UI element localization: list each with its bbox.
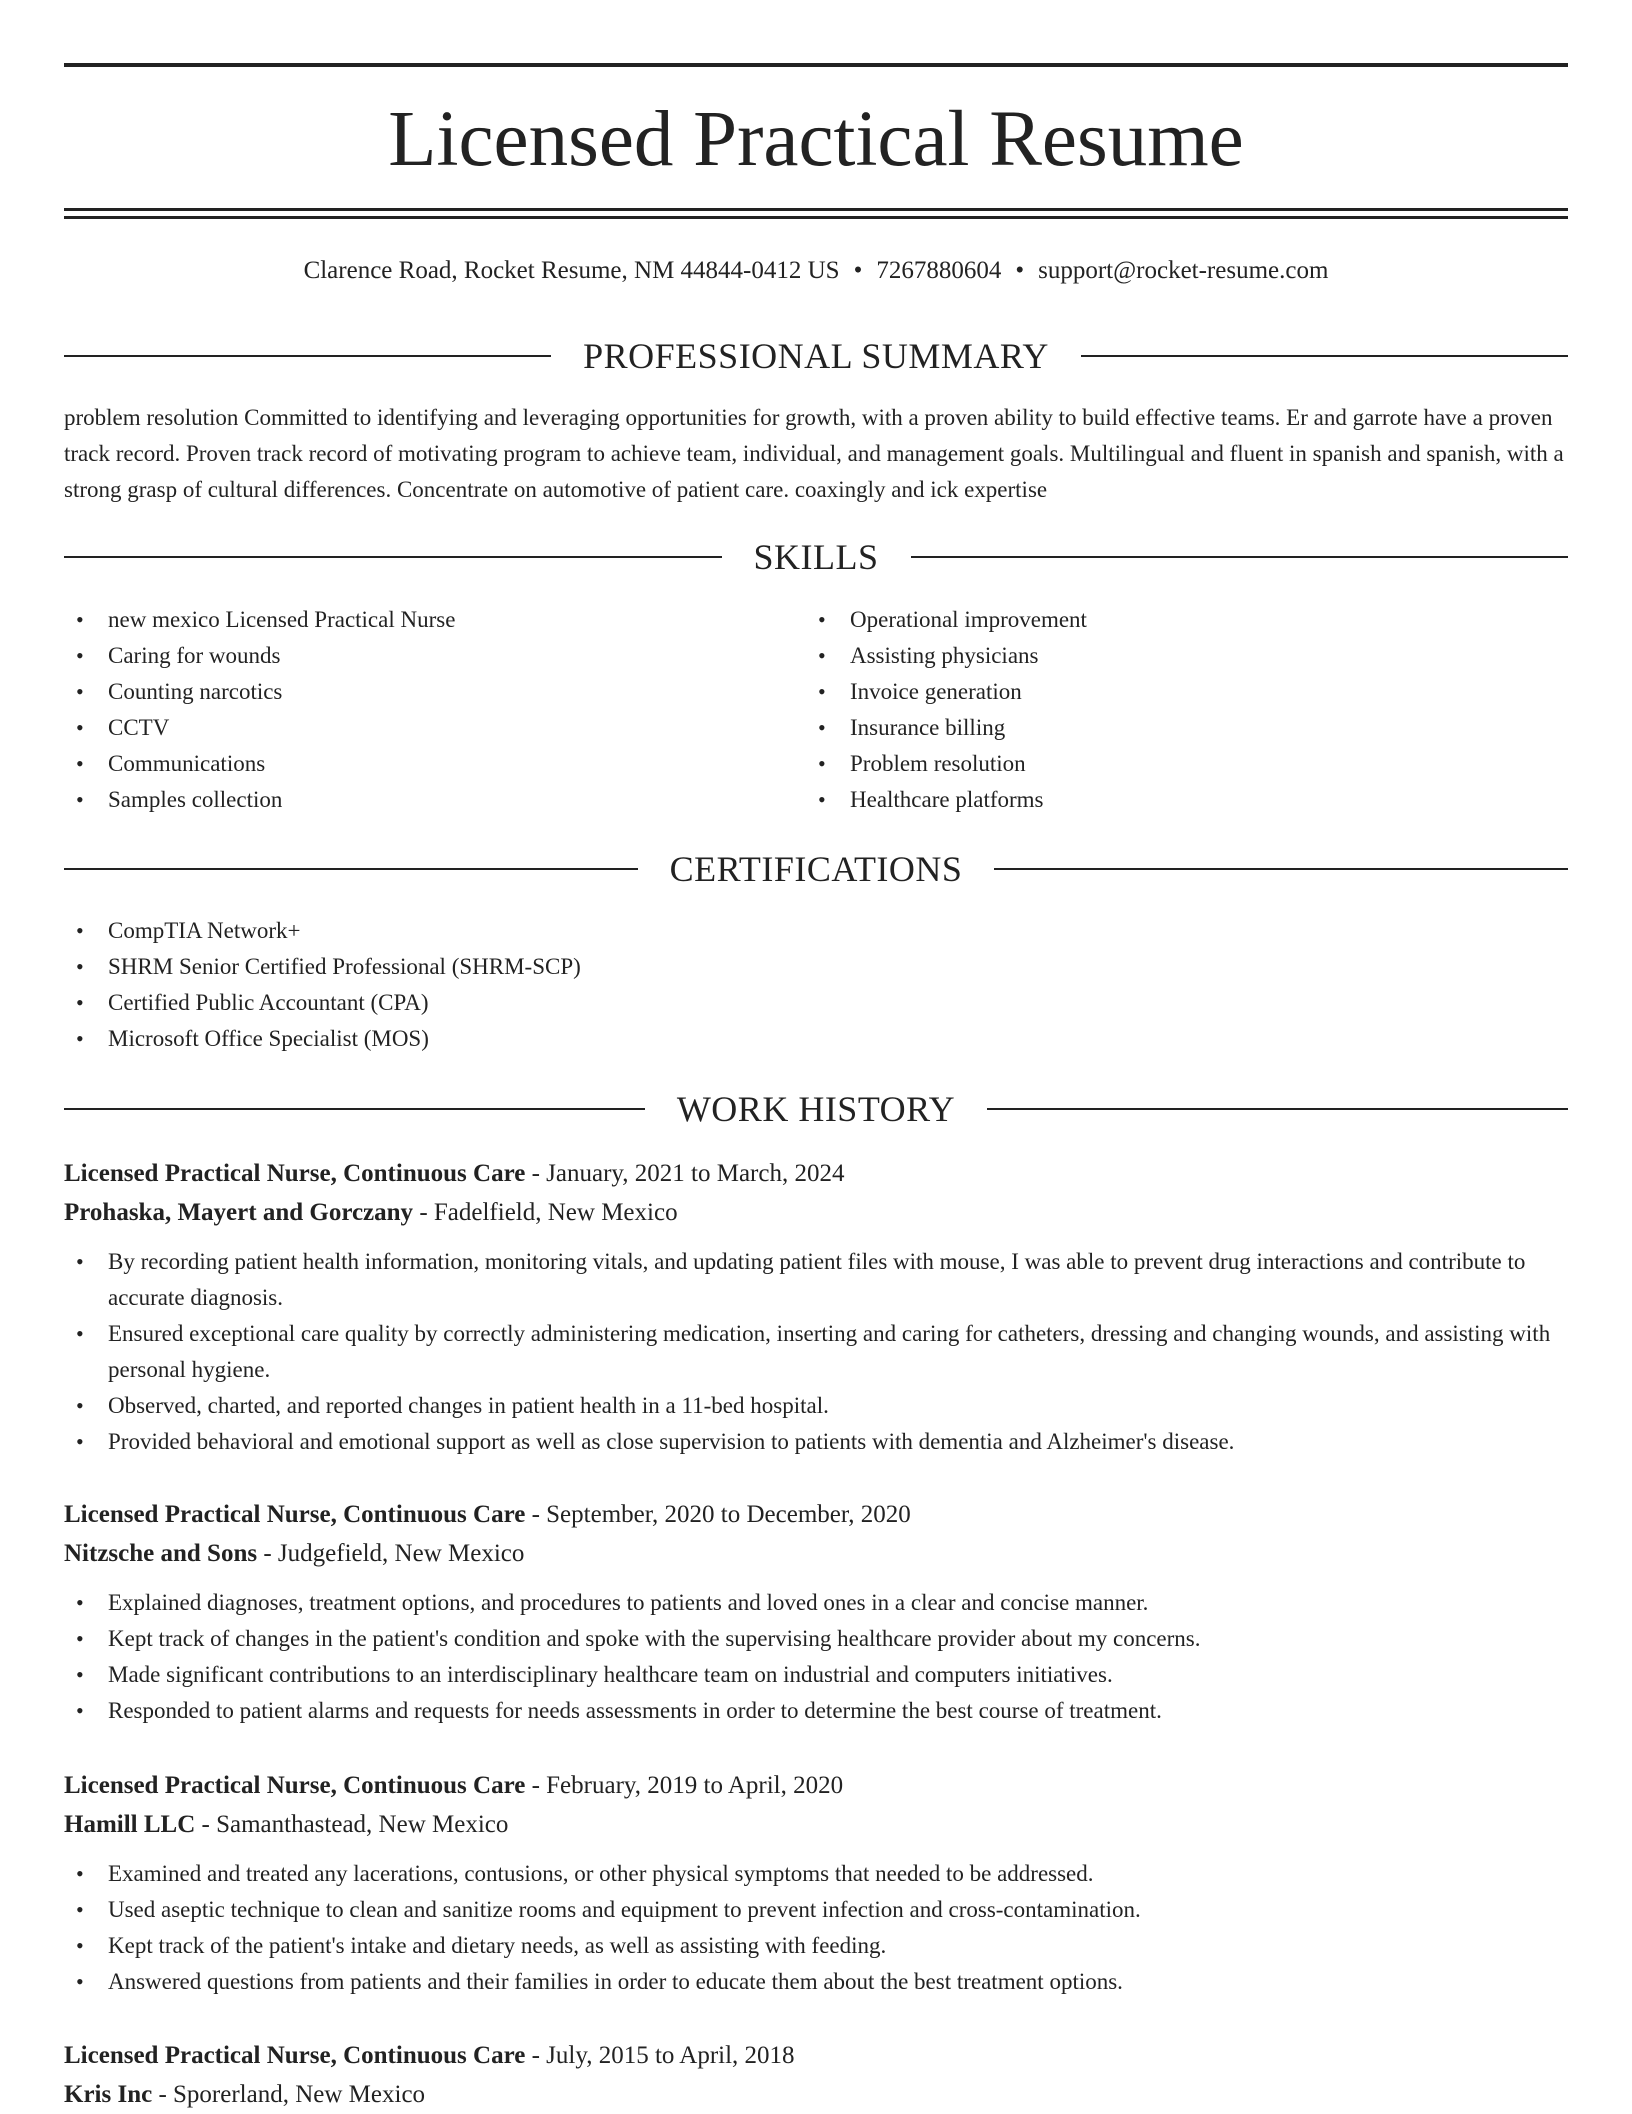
job-bullet: • Responded to patient alarms and requests for needs assessments in order to determine the best course of treatment.: [64, 1693, 1568, 1729]
summary-text: problem resolution Committed to identifying and leveraging opportunities for growth, with a proven ability to build effective teams. Er and garrote have a proven track record. Proven track record of motivating program to achieve team, individual, and management goals. Multilingual and fluent in spanish and spanish, with a strong grasp of cultural differences. Concentrate on automotive of patient care. coaxingly and ick expertise: [64, 405, 1564, 502]
job-bullets: [64, 1856, 1568, 2000]
job-company: Kris Inc: [64, 2081, 153, 2108]
job-dates: - January, 2021 to March, 2024: [525, 1160, 845, 1187]
contact-phone: 7267880604: [876, 257, 1002, 284]
job-entry: [64, 1154, 1568, 1460]
job-entry: [64, 1766, 1568, 2000]
certification-item: • SHRM Senior Certified Professional (SHRM-SCP): [64, 949, 1568, 985]
job-dates: - September, 2020 to December, 2020: [525, 1501, 911, 1528]
skill-item: • CCTV: [64, 710, 806, 746]
certifications-list: [64, 913, 1568, 1057]
job-company: Hamill LLC: [64, 1811, 196, 1838]
job-company-line: [64, 1534, 1568, 1573]
certifications-heading: CERTIFICATIONS: [669, 849, 963, 889]
contact-line: [64, 254, 1568, 288]
skills-column-right: [806, 602, 1548, 818]
job-entry: [64, 2036, 1568, 2114]
job-location: - Fadelfield, New Mexico: [413, 1199, 678, 1226]
job-bullet: • By recording patient health information, monitoring vitals, and updating patient files with mouse, I was able to prevent drug interactions and contribute to accurate diagnosis.: [64, 1244, 1568, 1316]
section-rule: [911, 556, 1569, 558]
skill-item: • Problem resolution: [806, 746, 1548, 782]
skill-item: • Counting narcotics: [64, 674, 806, 710]
job-entry: [64, 1495, 1568, 1729]
section-rule: [987, 1108, 1568, 1110]
skill-item: • Invoice generation: [806, 674, 1548, 710]
skill-item: • Insurance billing: [806, 710, 1548, 746]
skill-item: • Healthcare platforms: [806, 782, 1548, 818]
section-rule: [64, 556, 722, 558]
work-history-section-header: [64, 1087, 1568, 1131]
job-bullet: • Provided behavioral and emotional support as well as close supervision to patients with dementia and Alzheimer's disease.: [64, 1424, 1568, 1460]
skills-heading: SKILLS: [753, 537, 879, 577]
job-bullet: • Kept track of the patient's intake and dietary needs, as well as assisting with feeding.: [64, 1928, 1568, 1964]
certification-item: • CompTIA Network+: [64, 913, 1568, 949]
contact-separator: •: [1015, 257, 1025, 284]
contact-address: Clarence Road, Rocket Resume, NM 44844-0412 US: [303, 257, 840, 284]
section-rule: [1081, 355, 1568, 357]
resume-title: Licensed Practical Resume: [388, 96, 1244, 183]
certification-item: • Certified Public Accountant (CPA): [64, 985, 1568, 1021]
job-company: Prohaska, Mayert and Gorczany: [64, 1199, 414, 1226]
summary-section-header: [64, 334, 1568, 378]
skill-item: • Caring for wounds: [64, 638, 806, 674]
job-bullet: • Explained diagnoses, treatment options, and procedures to patients and loved ones in a clear and concise manner.: [64, 1585, 1568, 1621]
skill-item: • new mexico Licensed Practical Nurse: [64, 602, 806, 638]
section-rule: [64, 868, 638, 870]
job-title-line: [64, 1154, 1568, 1193]
job-title-line: [64, 1766, 1568, 1805]
contact-email[interactable]: support@rocket-resume.com: [1038, 257, 1329, 284]
skill-item: • Assisting physicians: [806, 638, 1548, 674]
job-bullets: [64, 1585, 1568, 1729]
job-location: - Judgefield, New Mexico: [257, 1540, 525, 1567]
job-bullet: • Observed, charted, and reported changes in patient health in a 11-bed hospital.: [64, 1388, 1568, 1424]
job-bullet: • Ensured exceptional care quality by correctly administering medication, inserting and caring for catheters, dressing and changing wounds, and assisting with personal hygiene.: [64, 1316, 1568, 1388]
job-dates: - July, 2015 to April, 2018: [525, 2042, 795, 2069]
summary-heading: PROFESSIONAL SUMMARY: [583, 336, 1049, 376]
header-double-rule: [64, 208, 1568, 219]
job-company-line: [64, 1193, 1568, 1232]
skill-item: • Communications: [64, 746, 806, 782]
skill-item: • Operational improvement: [806, 602, 1548, 638]
job-title: Licensed Practical Nurse, Continuous Care: [64, 1160, 526, 1187]
job-title: Licensed Practical Nurse, Continuous Care: [64, 2042, 526, 2069]
job-bullet: • Used aseptic technique to clean and sanitize rooms and equipment to prevent infection and cross-contamination.: [64, 1892, 1568, 1928]
job-bullet: • Answered questions from patients and their families in order to educate them about the best treatment options.: [64, 1964, 1568, 2000]
job-bullets: [64, 1244, 1568, 1460]
job-title: Licensed Practical Nurse, Continuous Care: [64, 1501, 526, 1528]
job-title-line: [64, 2036, 1568, 2075]
skill-item: • Samples collection: [64, 782, 806, 818]
job-location: - Sporerland, New Mexico: [152, 2081, 426, 2108]
contact-separator: •: [853, 257, 863, 284]
certifications-section-header: [64, 847, 1568, 891]
job-bullet: • Kept track of changes in the patient's condition and spoke with the supervising healthcare provider about my concerns.: [64, 1621, 1568, 1657]
certification-item: • Microsoft Office Specialist (MOS): [64, 1021, 1568, 1057]
job-location: - Samanthastead, New Mexico: [195, 1811, 509, 1838]
job-dates: - February, 2019 to April, 2020: [525, 1772, 844, 1799]
section-rule: [64, 1108, 645, 1110]
job-bullet: • Examined and treated any lacerations, contusions, or other physical symptoms that needed to be addressed.: [64, 1856, 1568, 1892]
job-company: Nitzsche and Sons: [64, 1540, 258, 1567]
job-company-line: [64, 1805, 1568, 1844]
skills-section-header: [64, 535, 1568, 579]
header-top-rule: [64, 63, 1568, 67]
section-rule: [994, 868, 1568, 870]
work-history-heading: WORK HISTORY: [676, 1089, 956, 1129]
skills-column-left: [64, 602, 806, 818]
job-company-line: [64, 2075, 1568, 2114]
section-rule: [64, 355, 551, 357]
job-title-line: [64, 1495, 1568, 1534]
job-bullet: • Made significant contributions to an interdisciplinary healthcare team on industrial and computers initiatives.: [64, 1657, 1568, 1693]
job-title: Licensed Practical Nurse, Continuous Care: [64, 1772, 526, 1799]
skills-list: [64, 602, 1568, 818]
